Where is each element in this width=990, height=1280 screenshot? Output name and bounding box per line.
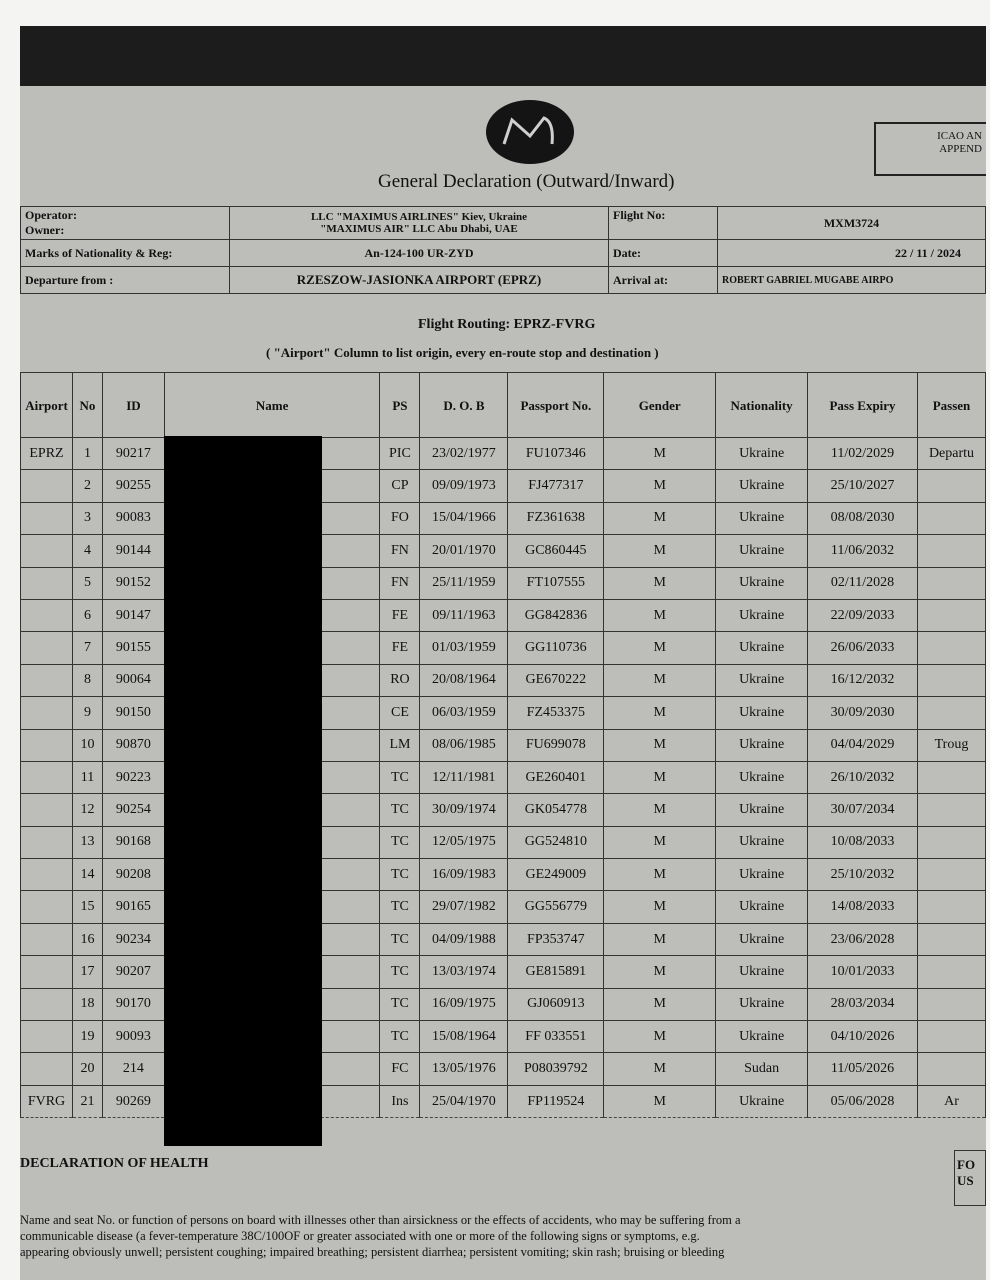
- cell-gender: M: [604, 535, 716, 567]
- cell-gender: M: [604, 632, 716, 664]
- cell-ps: TC: [380, 923, 420, 955]
- cell-ps: FE: [380, 599, 420, 631]
- cell-exp: 25/10/2032: [808, 859, 918, 891]
- cell-no: 17: [72, 956, 102, 988]
- cell-ps: TC: [380, 826, 420, 858]
- flight-routing: Flight Routing: EPRZ-FVRG: [418, 317, 596, 332]
- cell-gender: M: [604, 859, 716, 891]
- cell-airport: [21, 1021, 73, 1053]
- cell-passport: FT107555: [508, 567, 604, 599]
- cell-id: 90165: [102, 891, 164, 923]
- cell-passport: GE260401: [508, 761, 604, 793]
- cell-note: [917, 664, 985, 696]
- cell-gender: M: [604, 988, 716, 1020]
- cell-airport: [21, 535, 73, 567]
- cell-ps: RO: [380, 664, 420, 696]
- redaction-block: [164, 436, 322, 1146]
- cell-nat: Ukraine: [716, 599, 808, 631]
- cell-note: [917, 859, 985, 891]
- cell-passport: FU699078: [508, 729, 604, 761]
- cell-id: 90223: [102, 761, 164, 793]
- cell-no: 9: [72, 697, 102, 729]
- cell-id: 90064: [102, 664, 164, 696]
- cell-exp: 25/10/2027: [808, 470, 918, 502]
- cell-airport: [21, 632, 73, 664]
- cell-note: Ar: [917, 1085, 985, 1117]
- col-no: No: [72, 373, 102, 438]
- airline-logo-icon: [486, 100, 574, 164]
- official-use-box: [954, 1150, 986, 1206]
- cell-note: [917, 1053, 985, 1085]
- marks-label: Marks of Nationality & Reg:: [21, 240, 230, 267]
- cell-passport: FZ453375: [508, 697, 604, 729]
- cell-ps: TC: [380, 1021, 420, 1053]
- cell-exp: 30/07/2034: [808, 794, 918, 826]
- cell-exp: 11/02/2029: [808, 438, 918, 470]
- cell-exp: 23/06/2028: [808, 923, 918, 955]
- cell-gender: M: [604, 891, 716, 923]
- general-declaration-sheet: [20, 26, 986, 1280]
- cell-nat: Ukraine: [716, 535, 808, 567]
- cell-note: Departu: [917, 438, 985, 470]
- cell-note: [917, 599, 985, 631]
- cell-passport: GC860445: [508, 535, 604, 567]
- col-id: ID: [102, 373, 164, 438]
- cell-id: 90208: [102, 859, 164, 891]
- cell-gender: M: [604, 502, 716, 534]
- owner-label: Owner:: [25, 223, 65, 237]
- cell-no: 16: [72, 923, 102, 955]
- crew-table-header: [21, 373, 986, 438]
- col-passenger: Passen: [917, 373, 985, 438]
- col-gender: Gender: [604, 373, 716, 438]
- cell-passport: FZ361638: [508, 502, 604, 534]
- operator-value-2: "MAXIMUS AIR" LLC Abu Dhabi, UAE: [320, 223, 518, 235]
- cell-no: 14: [72, 859, 102, 891]
- cell-exp: 14/08/2033: [808, 891, 918, 923]
- cell-dob: 13/03/1974: [420, 956, 508, 988]
- cell-nat: Ukraine: [716, 956, 808, 988]
- cell-no: 2: [72, 470, 102, 502]
- cell-passport: GE249009: [508, 859, 604, 891]
- cell-id: 90152: [102, 567, 164, 599]
- col-ps: PS: [380, 373, 420, 438]
- operator-label: Operator:: [25, 208, 77, 222]
- cell-ps: CP: [380, 470, 420, 502]
- cell-gender: M: [604, 729, 716, 761]
- cell-note: [917, 956, 985, 988]
- cell-passport: GG524810: [508, 826, 604, 858]
- cell-nat: Ukraine: [716, 826, 808, 858]
- cell-no: 7: [72, 632, 102, 664]
- cell-id: 90170: [102, 988, 164, 1020]
- cell-no: 19: [72, 1021, 102, 1053]
- cell-passport: FP353747: [508, 923, 604, 955]
- cell-dob: 01/03/1959: [420, 632, 508, 664]
- cell-dob: 13/05/1976: [420, 1053, 508, 1085]
- cell-note: [917, 535, 985, 567]
- cell-note: [917, 697, 985, 729]
- cell-exp: 22/09/2033: [808, 599, 918, 631]
- cell-dob: 23/02/1977: [420, 438, 508, 470]
- col-passport: Passport No.: [508, 373, 604, 438]
- cell-exp: 26/10/2032: [808, 761, 918, 793]
- cell-dob: 12/05/1975: [420, 826, 508, 858]
- cell-airport: [21, 761, 73, 793]
- cell-dob: 15/04/1966: [420, 502, 508, 534]
- cell-airport: [21, 956, 73, 988]
- cell-ps: TC: [380, 794, 420, 826]
- cell-exp: 10/01/2033: [808, 956, 918, 988]
- cell-airport: [21, 729, 73, 761]
- cell-nat: Ukraine: [716, 697, 808, 729]
- cell-no: 20: [72, 1053, 102, 1085]
- cell-ps: TC: [380, 956, 420, 988]
- cell-nat: Ukraine: [716, 438, 808, 470]
- cell-nat: Ukraine: [716, 891, 808, 923]
- cell-id: 90234: [102, 923, 164, 955]
- cell-no: 1: [72, 438, 102, 470]
- cell-airport: [21, 697, 73, 729]
- cell-ps: TC: [380, 988, 420, 1020]
- cell-gender: M: [604, 1053, 716, 1085]
- cell-nat: Ukraine: [716, 567, 808, 599]
- departure-value: RZESZOW-JASIONKA AIRPORT (EPRZ): [230, 267, 609, 294]
- col-airport: Airport: [21, 373, 73, 438]
- cell-id: 90083: [102, 502, 164, 534]
- cell-exp: 28/03/2034: [808, 988, 918, 1020]
- cell-gender: M: [604, 1021, 716, 1053]
- health-declaration-text: [20, 1212, 970, 1260]
- cell-gender: M: [604, 664, 716, 696]
- cell-gender: M: [604, 794, 716, 826]
- cell-ps: FN: [380, 535, 420, 567]
- cell-ps: FE: [380, 632, 420, 664]
- cell-dob: 06/03/1959: [420, 697, 508, 729]
- cell-dob: 20/08/1964: [420, 664, 508, 696]
- cell-dob: 16/09/1983: [420, 859, 508, 891]
- cell-airport: [21, 599, 73, 631]
- cell-passport: GE815891: [508, 956, 604, 988]
- routing-note: ( "Airport" Column to list origin, every en-route stop and destination ): [266, 345, 659, 360]
- cell-id: 90168: [102, 826, 164, 858]
- health-line-3: appearing obviously unwell; persistent coughing; impaired breathing; persistent diarrhea; persistent vomiting; skin rash; bruising or bleeding: [20, 1245, 725, 1259]
- cell-airport: [21, 664, 73, 696]
- cell-passport: FF 033551: [508, 1021, 604, 1053]
- cell-exp: 10/08/2033: [808, 826, 918, 858]
- cell-ps: TC: [380, 859, 420, 891]
- cell-note: [917, 923, 985, 955]
- col-dob: D. O. B: [420, 373, 508, 438]
- cell-passport: GG842836: [508, 599, 604, 631]
- cell-nat: Ukraine: [716, 729, 808, 761]
- icao-line-2: APPEND: [939, 143, 982, 155]
- cell-no: 6: [72, 599, 102, 631]
- cell-exp: 02/11/2028: [808, 567, 918, 599]
- cell-dob: 09/11/1963: [420, 599, 508, 631]
- operator-value-1: LLC "MAXIMUS AIRLINES" Kiev, Ukraine: [310, 211, 528, 223]
- document-title: General Declaration (Outward/Inward): [378, 171, 675, 192]
- col-expiry: Pass Expiry: [808, 373, 918, 438]
- cell-airport: [21, 859, 73, 891]
- cell-no: 3: [72, 502, 102, 534]
- cell-gender: M: [604, 761, 716, 793]
- cell-dob: 16/09/1975: [420, 988, 508, 1020]
- cell-passport: FP119524: [508, 1085, 604, 1117]
- cell-exp: 11/05/2026: [808, 1053, 918, 1085]
- cell-gender: M: [604, 697, 716, 729]
- cell-nat: Ukraine: [716, 470, 808, 502]
- cell-id: 90255: [102, 470, 164, 502]
- cell-no: 5: [72, 567, 102, 599]
- cell-ps: PIC: [380, 438, 420, 470]
- cell-nat: Ukraine: [716, 988, 808, 1020]
- cell-passport: GJ060913: [508, 988, 604, 1020]
- date-value: 22 / 11 / 2024: [718, 240, 986, 267]
- flight-no-value: MXM3724: [718, 207, 986, 240]
- cell-note: [917, 794, 985, 826]
- cell-passport: FJ477317: [508, 470, 604, 502]
- cell-nat: Ukraine: [716, 761, 808, 793]
- cell-id: 90155: [102, 632, 164, 664]
- cell-ps: Ins: [380, 1085, 420, 1117]
- cell-passport: GG110736: [508, 632, 604, 664]
- icao-annex-box: [874, 122, 986, 176]
- cell-exp: 08/08/2030: [808, 502, 918, 534]
- cell-ps: TC: [380, 891, 420, 923]
- cell-no: 10: [72, 729, 102, 761]
- cell-note: [917, 470, 985, 502]
- cell-no: 8: [72, 664, 102, 696]
- flight-no-label: Flight No:: [609, 207, 718, 240]
- official-use-line-1: FO: [957, 1157, 976, 1172]
- cell-note: [917, 761, 985, 793]
- cell-dob: 29/07/1982: [420, 891, 508, 923]
- cell-gender: M: [604, 567, 716, 599]
- cell-no: 21: [72, 1085, 102, 1117]
- cell-ps: CE: [380, 697, 420, 729]
- cell-airport: [21, 470, 73, 502]
- cell-ps: FO: [380, 502, 420, 534]
- cell-nat: Ukraine: [716, 1085, 808, 1117]
- cell-dob: 08/06/1985: [420, 729, 508, 761]
- cell-dob: 09/09/1973: [420, 470, 508, 502]
- cell-airport: [21, 891, 73, 923]
- cell-exp: 05/06/2028: [808, 1085, 918, 1117]
- health-declaration-title: DECLARATION OF HEALTH: [20, 1156, 209, 1171]
- cell-nat: Ukraine: [716, 1021, 808, 1053]
- cell-id: 90217: [102, 438, 164, 470]
- cell-dob: 25/04/1970: [420, 1085, 508, 1117]
- cell-dob: 20/01/1970: [420, 535, 508, 567]
- cell-ps: TC: [380, 761, 420, 793]
- cell-no: 18: [72, 988, 102, 1020]
- cell-gender: M: [604, 956, 716, 988]
- cell-gender: M: [604, 470, 716, 502]
- cell-airport: [21, 1053, 73, 1085]
- cell-nat: Ukraine: [716, 632, 808, 664]
- official-use-line-2: US: [957, 1173, 974, 1188]
- cell-gender: M: [604, 438, 716, 470]
- cell-gender: M: [604, 1085, 716, 1117]
- cell-note: [917, 826, 985, 858]
- cell-gender: M: [604, 826, 716, 858]
- cell-note: [917, 988, 985, 1020]
- icao-line-1: ICAO AN: [937, 130, 982, 142]
- marks-value: An-124-100 UR-ZYD: [230, 240, 609, 267]
- arrival-label: Arrival at:: [609, 267, 718, 294]
- col-name: Name: [164, 373, 380, 438]
- cell-id: 90207: [102, 956, 164, 988]
- cell-note: [917, 502, 985, 534]
- cell-exp: 04/04/2029: [808, 729, 918, 761]
- cell-note: [917, 567, 985, 599]
- cell-passport: GG556779: [508, 891, 604, 923]
- cell-passport: GK054778: [508, 794, 604, 826]
- cell-no: 4: [72, 535, 102, 567]
- cell-id: 90147: [102, 599, 164, 631]
- cell-dob: 12/11/1981: [420, 761, 508, 793]
- cell-exp: 26/06/2033: [808, 632, 918, 664]
- cell-nat: Ukraine: [716, 794, 808, 826]
- cell-airport: FVRG: [21, 1085, 73, 1117]
- cell-dob: 30/09/1974: [420, 794, 508, 826]
- health-line-1: Name and seat No. or function of persons on board with illnesses other than airsickness or the effects of accidents, who may be suffering from a: [20, 1213, 741, 1227]
- cell-exp: 04/10/2026: [808, 1021, 918, 1053]
- cell-passport: FU107346: [508, 438, 604, 470]
- cell-id: 90093: [102, 1021, 164, 1053]
- cell-id: 90144: [102, 535, 164, 567]
- departure-label: Departure from :: [21, 267, 230, 294]
- cell-exp: 16/12/2032: [808, 664, 918, 696]
- cell-ps: FN: [380, 567, 420, 599]
- cell-nat: Ukraine: [716, 859, 808, 891]
- cell-id: 90269: [102, 1085, 164, 1117]
- cell-airport: [21, 988, 73, 1020]
- cell-airport: [21, 502, 73, 534]
- cell-note: [917, 1021, 985, 1053]
- cell-gender: M: [604, 923, 716, 955]
- cell-note: [917, 891, 985, 923]
- cell-id: 90150: [102, 697, 164, 729]
- flight-info-table: [20, 206, 986, 294]
- cell-airport: [21, 923, 73, 955]
- date-label: Date:: [609, 240, 718, 267]
- cell-gender: M: [604, 599, 716, 631]
- cell-no: 11: [72, 761, 102, 793]
- cell-ps: LM: [380, 729, 420, 761]
- cell-id: 214: [102, 1053, 164, 1085]
- cell-passport: GE670222: [508, 664, 604, 696]
- col-nationality: Nationality: [716, 373, 808, 438]
- cell-passport: P08039792: [508, 1053, 604, 1085]
- cell-airport: EPRZ: [21, 438, 73, 470]
- arrival-value: ROBERT GABRIEL MUGABE AIRPO: [718, 267, 986, 294]
- cell-exp: 30/09/2030: [808, 697, 918, 729]
- scan-top-band: [20, 26, 986, 86]
- cell-dob: 04/09/1988: [420, 923, 508, 955]
- cell-no: 15: [72, 891, 102, 923]
- cell-dob: 15/08/1964: [420, 1021, 508, 1053]
- cell-airport: [21, 567, 73, 599]
- cell-nat: Sudan: [716, 1053, 808, 1085]
- cell-id: 90254: [102, 794, 164, 826]
- cell-nat: Ukraine: [716, 923, 808, 955]
- health-line-2: communicable disease (a fever-temperature 38C/100OF or greater associated with one or more of the following signs or symptoms, e.g.: [20, 1229, 700, 1243]
- cell-note: Troug: [917, 729, 985, 761]
- cell-ps: FC: [380, 1053, 420, 1085]
- cell-airport: [21, 794, 73, 826]
- cell-airport: [21, 826, 73, 858]
- cell-dob: 25/11/1959: [420, 567, 508, 599]
- cell-note: [917, 632, 985, 664]
- cell-nat: Ukraine: [716, 502, 808, 534]
- cell-id: 90870: [102, 729, 164, 761]
- cell-no: 12: [72, 794, 102, 826]
- cell-no: 13: [72, 826, 102, 858]
- cell-exp: 11/06/2032: [808, 535, 918, 567]
- cell-nat: Ukraine: [716, 664, 808, 696]
